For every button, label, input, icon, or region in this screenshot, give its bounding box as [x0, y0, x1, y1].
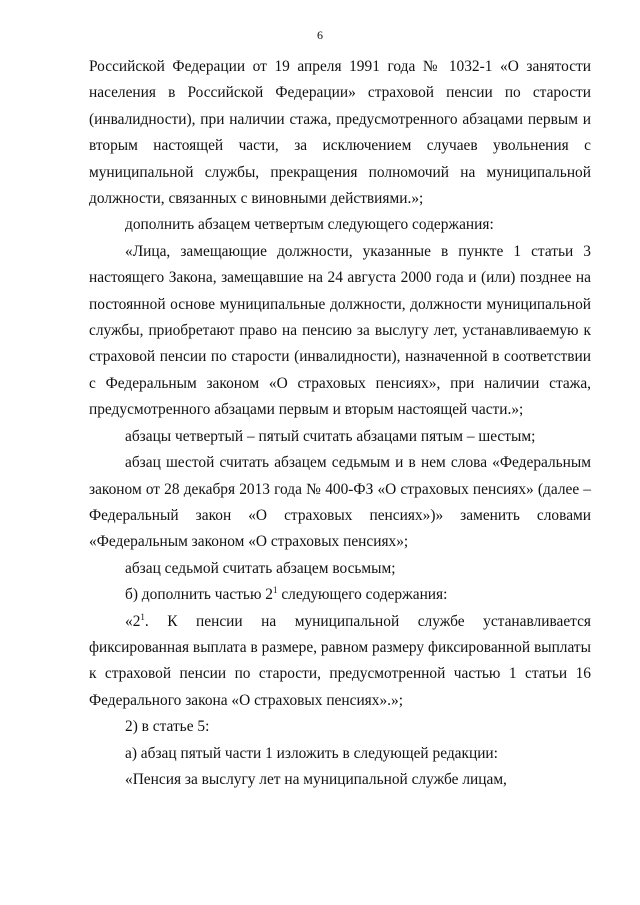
- paragraph-quoted-persons: «Лица, замещающие должности, указанные в пункте 1 статьи 3 настоящего Закона, замещавшие на 24 августа 2000 года и (или) позднее на постоянной основе муниципальные должности, должности муниципальной службы, приобретают право на пенсию за выслугу лет, устанавливаемую к страховой пенсии по старости (инвалидности), назначенной в соответствии с Федеральным законом «О страховых пенсиях», при наличии стажа, предусмотренного абзацами первым и вторым настоящей части.»;: [89, 242, 591, 419]
- text-before: б) дополнить частью 2: [125, 586, 273, 604]
- paragraph-add-fourth: дополнить абзацем четвертым следующего содержания:: [125, 216, 494, 234]
- paragraph-continuation: Российской Федерации от 19 апреля 1991 года № 1032-1 «О занятости населения в Российской Федерации» страховой пенсии по старости (инвалидности), при наличии стажа, предусмотренного абзацами первым и вторым настоящей части, за исключением случаев увольнения с муниципальной службы, прекращения полномочий на муниципальной должности, связанных с виновными действиями.»;: [89, 58, 591, 208]
- paragraph-article-5: 2) в статье 5:: [125, 718, 210, 736]
- paragraph-part-1-fifth: а) абзац пятый части 1 изложить в следующей редакции:: [125, 744, 498, 762]
- superscript: 1: [273, 585, 278, 595]
- text-before: «2: [125, 612, 141, 630]
- paragraph-sixth-to-seventh: абзац шестой считать абзацем седьмым и в нем слова «Федеральным законом от 28 декабря 2013 года № 400-ФЗ «О страховых пенсиях» (далее – Федеральный закон «О страховых пенсиях»)» заменить словами «Федеральным законом «О страховых пенсиях»;: [89, 454, 591, 551]
- paragraph-fixed-payment: [89, 609, 591, 715]
- paragraph-seventh-to-eighth: абзац седьмой считать абзацем восьмым;: [125, 559, 396, 577]
- text-after: . К пенсии на муниципальной службе устанавливается фиксированная выплата в размере, равном размеру фиксированной выплаты к страховой пенсии по старости, предусмотренной частью 1 статьи 16 Федерального закона «О страховых пенсиях».»;: [89, 612, 591, 709]
- document-body: [89, 54, 591, 793]
- paragraph-pension-start: «Пенсия за выслугу лет на муниципальной службе лицам,: [125, 770, 507, 788]
- text-after: следующего содержания:: [277, 586, 448, 604]
- paragraph-add-part-2-1: [89, 582, 591, 608]
- page-number: 6: [317, 28, 323, 42]
- superscript: 1: [140, 611, 145, 622]
- paragraph-renumber-4-5: абзацы четвертый – пятый считать абзацами пятым – шестым;: [125, 427, 536, 445]
